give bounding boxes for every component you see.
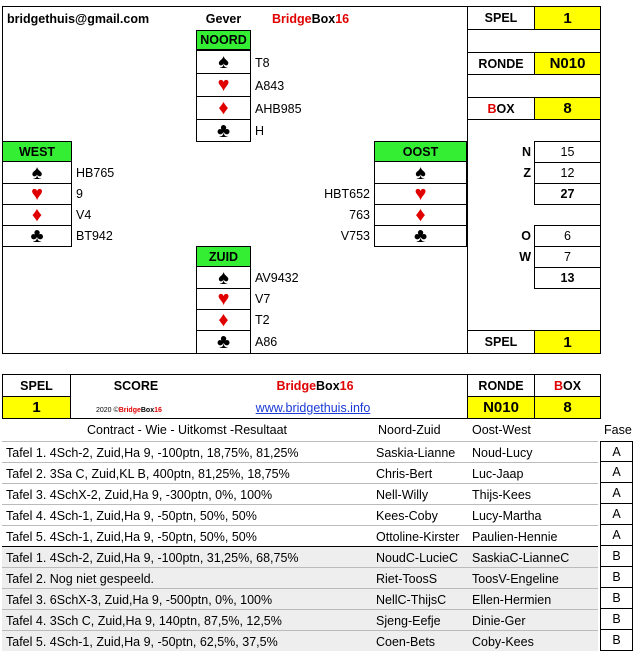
ronde-value: N010 — [534, 52, 601, 75]
heart-icon: ♥ — [414, 183, 427, 205]
club-icon: ♣ — [413, 225, 428, 247]
club-icon: ♣ — [216, 119, 231, 142]
row-fase: A — [600, 483, 633, 504]
table-header — [2, 419, 634, 441]
col-header-nz: Noord-Zuid — [378, 423, 441, 437]
zuid-hearts: V7 — [255, 291, 271, 306]
club-icon: ♣ — [216, 331, 231, 353]
row-fase: B — [600, 609, 633, 630]
score-spel-label: SPEL — [2, 374, 71, 397]
score-box-value: 8 — [534, 396, 601, 419]
noord-spades: T8 — [255, 56, 270, 70]
noord-diamond-cell — [196, 96, 251, 120]
row-nz: NoudC-LucieC — [376, 550, 458, 565]
col-header-ow: Oost-West — [472, 423, 531, 437]
spade-icon: ♠ — [31, 161, 43, 184]
divider — [467, 119, 535, 120]
row-contract: Tafel 2. Nog niet gespeeld. — [6, 571, 155, 586]
noord-club-cell — [196, 119, 251, 142]
row-nz: Riet-ToosS — [376, 571, 438, 586]
west-spades: HB765 — [76, 165, 115, 180]
brand-bridge: Bridge — [276, 378, 317, 393]
row-fase: B — [600, 588, 633, 609]
score-spel-value: 1 — [2, 396, 71, 419]
west-clubs: BT942 — [76, 228, 113, 243]
row-nz: Nell-Willy — [376, 487, 429, 502]
zuid-club-cell — [196, 330, 251, 354]
row-nz: Kees-Coby — [376, 508, 438, 523]
row-contract: Tafel 1. 4Sch-2, Zuid,Ha 9, -100ptn, 18,75%, 81,25% — [6, 445, 299, 460]
west-label: WEST — [2, 141, 72, 162]
diamond-icon: ♦ — [218, 97, 229, 119]
box-value: 8 — [534, 97, 601, 120]
row-contract: Tafel 3. 6SchX-3, Zuid,Ha 9, -500ptn, 0%, 100% — [6, 592, 273, 607]
o-label: O — [521, 228, 531, 243]
row-ow: Paulien-Hennie — [472, 529, 558, 544]
copyright-text: 2020 © — [96, 406, 119, 414]
row-contract: Tafel 1. 4Sch-2, Zuid,Ha 9, -100ptn, 31,25%, 68,75% — [6, 550, 299, 565]
brand-num: 16 — [335, 12, 350, 26]
row-fase: A — [600, 525, 633, 546]
oost-hearts: HBT652 — [324, 186, 370, 201]
west-spade-cell — [2, 161, 72, 184]
row-nz: NellC-ThijsC — [376, 592, 447, 607]
row-fase: B — [600, 546, 633, 567]
table-row — [2, 588, 598, 609]
club-icon: ♣ — [30, 225, 44, 247]
table-row — [2, 630, 598, 651]
table-row — [2, 483, 598, 504]
results-table — [2, 419, 634, 652]
spade-icon: ♠ — [218, 266, 229, 289]
col-header-contract: Contract - Wie - Uitkomst -Resultaat — [86, 423, 288, 437]
row-nz: Saskia-Lianne — [376, 445, 456, 460]
score-ronde-label: RONDE — [467, 374, 535, 397]
nz-total: 27 — [534, 183, 601, 205]
west-club-cell — [2, 225, 72, 247]
zuid-label: ZUID — [196, 246, 251, 267]
zuid-spades: AV9432 — [255, 270, 299, 285]
oost-diamonds: 763 — [349, 207, 370, 222]
brand-box: Box — [316, 378, 340, 393]
row-nz: Chris-Bert — [376, 466, 433, 481]
row-contract: Tafel 5. 4Sch-1, Zuid,Ha 9, -50ptn, 62,5%, 37,5% — [6, 634, 278, 649]
w-value: 7 — [534, 246, 601, 268]
noord-clubs: H — [255, 124, 265, 138]
score-brand — [255, 375, 375, 396]
row-ow: ToosV-Engeline — [472, 571, 559, 586]
noord-hearts: A843 — [255, 79, 285, 93]
score-title: SCORE — [113, 378, 159, 393]
spel-label: SPEL — [467, 6, 535, 30]
noord-diamonds: AHB985 — [255, 102, 302, 116]
diamond-icon: ♦ — [218, 309, 229, 331]
row-contract: Tafel 2. 3Sa C, Zuid,KL B, 400ptn, 81,25%, 18,75% — [6, 466, 290, 481]
table-row — [2, 462, 598, 483]
row-ow: Ellen-Hermien — [472, 592, 552, 607]
zuid-diamonds: T2 — [255, 312, 270, 327]
row-ow: Lucy-Martha — [472, 508, 542, 523]
row-ow: Noud-Lucy — [472, 445, 533, 460]
noord-heart-cell — [196, 73, 251, 97]
west-hearts: 9 — [76, 186, 83, 201]
noord-spade-cell — [196, 50, 251, 74]
table-row — [2, 609, 598, 630]
col-header-fase: Fase — [604, 423, 632, 437]
ronde-label: RONDE — [467, 52, 535, 75]
noord-label: NOORD — [196, 30, 251, 50]
box-label-rest: OX — [496, 101, 515, 116]
table-row — [2, 546, 598, 567]
box-label — [467, 97, 535, 120]
oost-club-cell — [374, 225, 467, 247]
zuid-spade-cell — [196, 266, 251, 289]
row-contract: Tafel 4. 3Sch C, Zuid,Ha 9, 140ptn, 87,5%, 12,5% — [6, 613, 282, 628]
oost-spades — [290, 162, 374, 183]
brand-box: Box — [311, 12, 336, 26]
spel-value: 1 — [534, 6, 601, 30]
z-value: 12 — [534, 162, 601, 184]
n-label: N — [521, 144, 531, 159]
score-box-b: B — [553, 378, 563, 393]
n-value: 15 — [534, 141, 601, 163]
heart-icon: ♥ — [217, 288, 230, 310]
oost-label: OOST — [374, 141, 467, 162]
row-fase: A — [600, 441, 633, 462]
gever-label: Gever — [205, 12, 242, 26]
spel-bottom-value: 1 — [534, 330, 601, 354]
row-contract: Tafel 5. 4Sch-1, Zuid,Ha 9, -50ptn, 50%, 50% — [6, 529, 257, 544]
row-ow: SaskiaC-LianneC — [472, 550, 570, 565]
score-box-rest: OX — [562, 378, 582, 393]
west-diamonds: V4 — [76, 207, 92, 222]
row-nz: Coen-Bets — [376, 634, 436, 649]
row-nz: Sjeng-Eefje — [376, 613, 441, 628]
row-fase: A — [600, 504, 633, 525]
heart-icon: ♥ — [217, 74, 230, 96]
website-link[interactable]: www.bridgethuis.info — [255, 401, 371, 415]
spel-bottom-label: SPEL — [467, 330, 535, 354]
ow-total: 13 — [534, 267, 601, 289]
website-link-container — [248, 398, 378, 418]
oost-spade-cell — [374, 161, 467, 184]
row-ow: Coby-Kees — [472, 634, 534, 649]
heart-icon: ♥ — [31, 183, 43, 205]
table-row — [2, 441, 598, 462]
row-nz: Ottoline-Kirster — [376, 529, 460, 544]
diamond-icon: ♦ — [31, 204, 43, 226]
west-heart-cell — [2, 183, 72, 205]
zuid-heart-cell — [196, 288, 251, 310]
o-value: 6 — [534, 225, 601, 247]
row-fase: B — [600, 567, 633, 588]
score-ronde-value: N010 — [467, 396, 535, 419]
oost-diamond-cell — [374, 204, 467, 226]
zuid-diamond-cell — [196, 309, 251, 331]
brand-logo — [268, 8, 368, 30]
brand-num: 16 — [339, 378, 354, 393]
row-ow: Luc-Jaap — [472, 466, 524, 481]
z-label: Z — [523, 165, 531, 180]
box-label-b: B — [487, 101, 497, 116]
brand-bridge: Bridge — [272, 12, 312, 26]
row-ow: Dinie-Ger — [472, 613, 526, 628]
row-contract: Tafel 4. 4Sch-1, Zuid,Ha 9, -50ptn, 50%, 50% — [6, 508, 257, 523]
divider — [467, 97, 535, 98]
table-row — [2, 504, 598, 525]
spade-icon: ♠ — [218, 51, 229, 73]
zuid-clubs: A86 — [255, 335, 278, 349]
diamond-icon: ♦ — [415, 204, 426, 226]
west-diamond-cell — [2, 204, 72, 226]
row-ow: Thijs-Kees — [472, 487, 532, 502]
w-label: W — [519, 249, 531, 264]
oost-heart-cell — [374, 183, 467, 205]
copyright-box: Box — [140, 406, 155, 414]
copyright-num: 16 — [154, 406, 162, 414]
row-contract: Tafel 3. 4SchX-2, Zuid,Ha 9, -300ptn, 0%, 100% — [6, 487, 273, 502]
email-text: bridgethuis@gmail.com — [7, 12, 150, 26]
row-fase: B — [600, 630, 633, 651]
table-row — [2, 567, 598, 588]
oost-clubs: V753 — [340, 228, 370, 243]
copyright-bridge: Bridge — [118, 406, 141, 414]
spade-icon: ♠ — [415, 161, 426, 184]
copyright — [92, 402, 202, 418]
table-row — [2, 525, 598, 546]
row-fase: A — [600, 462, 633, 483]
score-box-label — [534, 374, 601, 397]
